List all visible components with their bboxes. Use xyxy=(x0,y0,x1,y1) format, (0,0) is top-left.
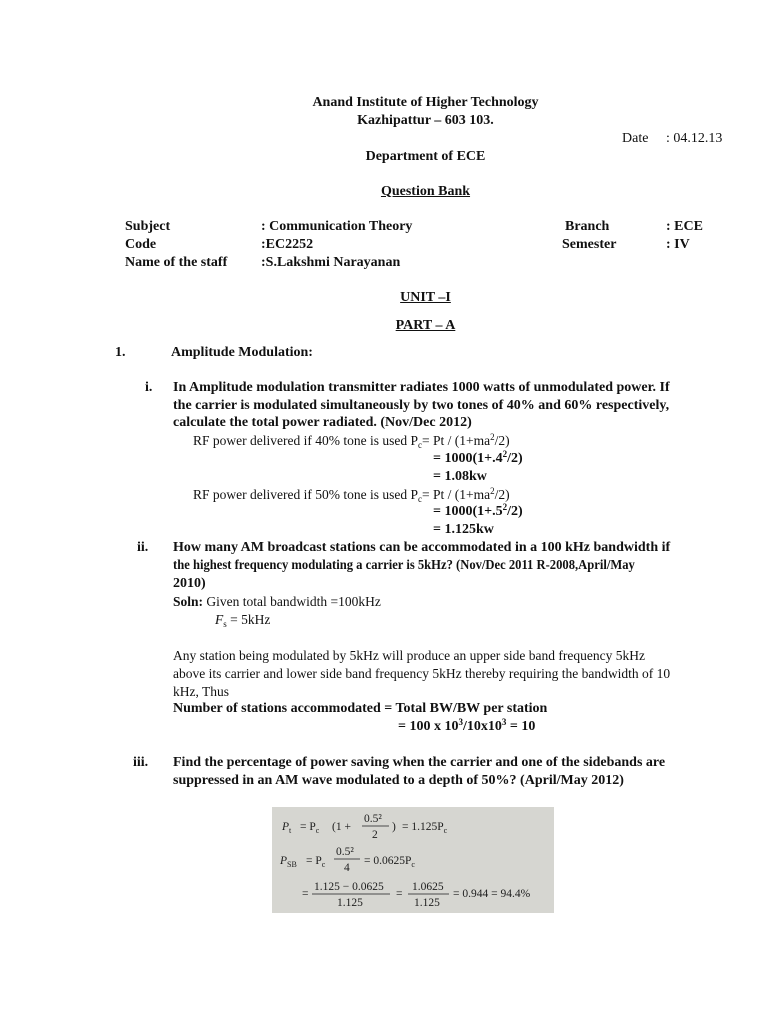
answer-step: = $1000(1+.5^2/2)$ xyxy=(433,502,523,519)
formula-text: 1.125 xyxy=(337,897,363,909)
question-text: How many AM broadcast stations can be accommodated in a 100 kHz bandwidth if xyxy=(173,540,671,555)
subject-value: : Communication Theory xyxy=(261,219,413,234)
section-number: 1. xyxy=(115,345,126,360)
question-text: In Amplitude modulation transmitter radiates 1000 watts of unmodulated power. If xyxy=(173,380,670,395)
formula-text: = $1.125P_c$ xyxy=(402,821,448,835)
result-calc: = 100 x $10^3/10x10^3 = 10$ xyxy=(398,717,536,734)
formula-text: = $0.0625P_c$ xyxy=(364,855,415,869)
answer-step: = $1000(1+.4^2/2)$ xyxy=(433,449,523,466)
semester-label: Semester xyxy=(562,237,617,252)
formula-text: 4 xyxy=(344,862,350,874)
answer-line: RF power delivered if 50% tone is used $P_c= Pt / (1+ma^2/2)$ xyxy=(193,486,510,504)
question-number: i. xyxy=(145,380,153,395)
solution-line: $F_s = 5kHz$ xyxy=(215,612,271,629)
formula-text: $P_{SB}$ xyxy=(280,855,297,869)
question-text: 2010) xyxy=(173,576,206,591)
formula-text: = $P_c$ xyxy=(306,855,326,869)
result-line: Number of stations accommodated = Total BW/BW per station xyxy=(173,701,548,716)
question-number: iii. xyxy=(133,755,149,770)
formula-text: 2 xyxy=(372,829,378,841)
date-value: : 04.12.13 xyxy=(666,131,723,146)
answer-result: = 1.125kw xyxy=(433,522,494,537)
formula-text: 0.5² xyxy=(364,813,382,825)
date-label: Date xyxy=(622,131,649,146)
formula-text: = 0.944 = 94.4% xyxy=(453,888,531,900)
answer-result: = 1.08kw xyxy=(433,469,487,484)
branch-label: Branch xyxy=(565,219,610,234)
formula-image xyxy=(272,807,554,913)
formula-text: $P_t$ xyxy=(282,821,292,835)
question-text: calculate the total power radiated. (Nov/Dec 2012) xyxy=(173,415,472,430)
staff-label: Name of the staff xyxy=(125,255,228,270)
paragraph-line: kHz, Thus xyxy=(173,684,229,699)
department-name: Department of ECE xyxy=(365,149,486,164)
formula-text: ) xyxy=(392,821,396,833)
unit-heading: UNIT –I xyxy=(400,290,451,305)
paragraph-line: above its carrier and lower side band frequency 5kHz thereby requiring the bandwidth of 10 xyxy=(173,666,671,681)
formula-text: 1.0625 xyxy=(412,881,444,893)
formula-text: = xyxy=(396,888,403,900)
code-value: :EC2252 xyxy=(261,237,314,252)
section-title: Amplitude Modulation: xyxy=(171,345,313,360)
institute-address: Kazhipattur – 603 103. xyxy=(357,113,494,128)
formula-text: (1 + xyxy=(332,821,351,833)
formula-text: = xyxy=(302,888,309,900)
paragraph-line: Any station being modulated by 5kHz will produce an upper side band frequency 5kHz xyxy=(173,648,645,663)
formula-text: 1.125 − 0.0625 xyxy=(314,881,384,893)
solution-line: Soln: Given total bandwidth =100kHz xyxy=(173,594,381,609)
question-text: Find the percentage of power saving when the carrier and one of the sidebands are xyxy=(173,755,666,770)
staff-value: :S.Lakshmi Narayanan xyxy=(261,255,401,270)
question-number: ii. xyxy=(137,540,149,555)
question-text: suppressed in an AM wave modulated to a depth of 50%? (April/May 2012) xyxy=(173,773,624,788)
part-heading: PART – A xyxy=(395,318,456,333)
question-text: the highest frequency modulating a carrier is 5kHz? (Nov/Dec 2011 R-2008,April/May xyxy=(173,558,635,573)
formula-text: 0.5² xyxy=(336,846,354,858)
semester-value: : IV xyxy=(666,237,690,252)
subject-label: Subject xyxy=(125,219,171,234)
formula-text: 1.125 xyxy=(414,897,440,909)
question-text: the carrier is modulated simultaneously by two tones of 40% and 60% respectively, xyxy=(173,398,670,413)
branch-value: : ECE xyxy=(666,219,703,234)
document-title: Question Bank xyxy=(380,184,471,199)
formula-text: = $P_c$ xyxy=(300,821,320,835)
answer-line: RF power delivered if 40% tone is used $P_c= Pt / (1+ma^2/2)$ xyxy=(193,432,510,450)
institute-name: Anand Institute of Higher Technology xyxy=(312,95,539,110)
code-label: Code xyxy=(125,237,157,252)
